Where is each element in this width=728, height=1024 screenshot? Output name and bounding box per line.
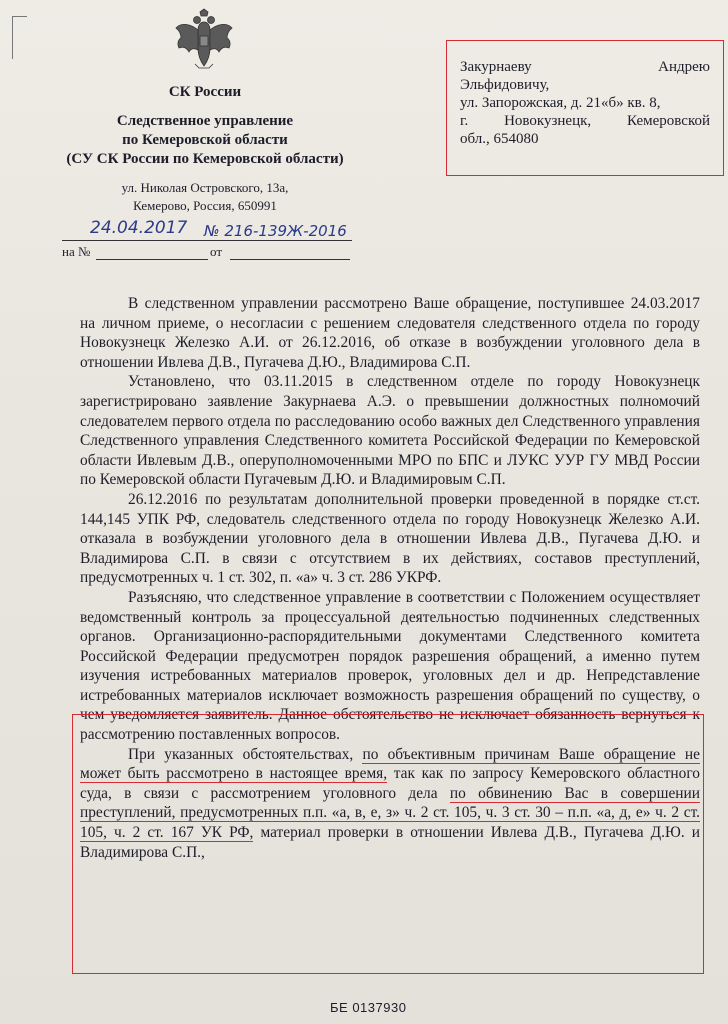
ref-underline xyxy=(96,259,208,260)
underlined-text: по обвинению Вас в совершении преступлений, предусмотренных п.п. «а, в, е, з» ч. 2 ст. 105, ч. 3 ст. 30 – п.п. «а, д, е» ч. 2 ст. 105, ч. 2 ст. 167 УК РФ, xyxy=(80,784,700,842)
address-line: Кемерово, Россия, 650991 xyxy=(133,198,277,213)
ref-from-label: от xyxy=(210,244,223,259)
addressee-region: Кемеровской xyxy=(627,113,710,129)
department-line: (СУ СК России по Кемеровской области) xyxy=(66,151,344,167)
text-run: так как по запросу Кемеровского областного суда, в связи с рассмотрением уголовного дела xyxy=(80,765,700,802)
department-line: Следственное управление xyxy=(116,113,294,129)
sender-address xyxy=(60,179,350,215)
addressee-patronymic: Эльфидовичу, xyxy=(460,77,550,93)
handwritten-number: № 216-139Ж-2016 xyxy=(204,222,347,240)
addressee-firstname: Андрею xyxy=(658,59,710,75)
sender-header xyxy=(60,82,350,215)
corner-mark xyxy=(12,16,27,59)
department-block xyxy=(60,112,350,169)
text-run: материал проверки в отношении Ивлева Д.В., Пугачева Д.Ю. и Владимирова С.П., xyxy=(80,824,700,861)
addressee-city-prefix: г. xyxy=(460,113,469,129)
addressee-city-row xyxy=(460,112,710,130)
ref-from-underline xyxy=(230,259,350,260)
department-line: по Кемеровской области xyxy=(122,132,288,148)
paragraph: В следственном управлении рассмотрено Ваше обращение, поступившее 24.03.2017 на личном приеме, о несогласии с решением следователя следственного отдела по городу Новокузнецк Железко А.И. от 26.12.2016, об отказе в возбуждении уголовного дела в отношении Ивлева Д.В., Пугачева Д.Ю., Владимирова С.П. xyxy=(80,295,700,371)
text-run: При указанных обстоятельствах, xyxy=(128,745,354,763)
address-line: ул. Николая Островского, 13а, xyxy=(121,180,289,195)
org-name: СК России xyxy=(168,84,242,100)
addressee-name-row xyxy=(460,58,710,76)
addressee-city: Новокузнецк, xyxy=(504,113,592,129)
addressee-surname: Закурнаеву xyxy=(460,59,532,75)
serial-number: БЕ 0137930 xyxy=(330,1000,407,1015)
double-headed-eagle-icon xyxy=(173,8,235,72)
addressee-region2: обл., 654080 xyxy=(460,131,539,147)
underlined-text: по объективным причинам Ваше обращение не может быть рассмотрено в настоящее время, xyxy=(80,745,700,783)
paragraph: Установлено, что 03.11.2015 в следственном отделе по городу Новокузнецк зарегистрировано заявление Закурнаева А.Э. о превышении должностных полномочий следователем первого отдела по расследованию особо важных дел Следственного управления Следственного управления Следственного комитета Российской Федерации по Кемеровской области Ивлевым Д.В., оперуполномоченными МРО по БПС и ЛУКС УУР ГУ МВД России по Кемеровской области Пугачевым Д.Ю. и Владимировым С.П. xyxy=(80,373,700,489)
registration-line xyxy=(62,218,352,266)
paragraph: 26.12.2016 по результатам дополнительной проверки проведенной в порядке ст.ст. 144,145 УПК РФ, следователь следственного отдела по городу Новокузнецк Железко А.И. отказала в возбуждении уголовного дела в отношении Ивлева Д.В., Пугачева Д.Ю. и Владимирова С.П. в связи с отсутствием в их действиях, составов преступлений, предусмотренных ч. 1 ст. 302, п. «а» ч. 3 ст. 286 УКРФ. xyxy=(80,490,700,587)
body-annotation-box xyxy=(72,714,704,974)
ref-label: на № xyxy=(62,244,91,259)
paragraph: Разъясняю, что следственное управление в соответствии с Положением осуществляет ведомственный контроль за процессуальной деятельностью подчиненных следственных органов. Организационно-распорядительными документами Следственного комитета Российской Федерации предусмотрен порядок разрешения обращений, а именно путем изучения истребованных материалов проверок, уголовных дел и др. Непредставление истребованных материалов исключает возможность разрешения обращений по существу, о чем уведомляется заявитель. Данное обстоятельство не исключает обязанность вернуться к рассмотрению поставленных вопросов. xyxy=(80,588,700,744)
registration-underline xyxy=(62,240,352,241)
addressee-block xyxy=(460,58,710,148)
handwritten-date: 24.04.2017 xyxy=(90,218,188,238)
addressee-street: ул. Запорожская, д. 21«б» кв. 8, xyxy=(460,95,661,111)
